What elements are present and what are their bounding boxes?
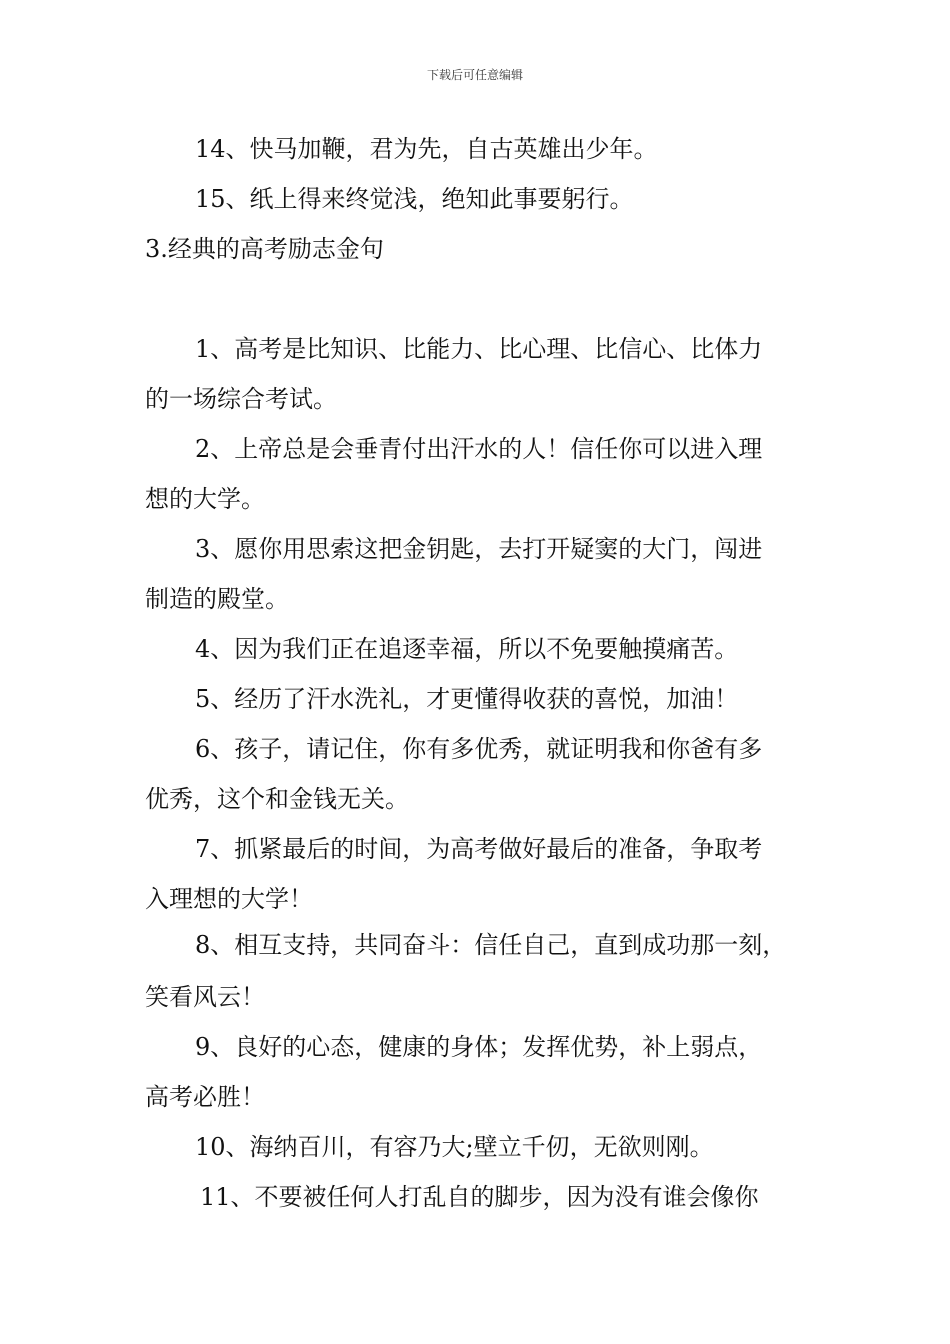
quote-line-6: 6、孩子，请记住，你有多优秀，就证明我和你爸有多 — [195, 735, 763, 763]
quote-line-14: 14、快马加鞭，君为先，自古英雄出少年。 — [195, 135, 658, 163]
quote-line-7: 7、抓紧最后的时间，为高考做好最后的准备，争取考 — [195, 835, 763, 863]
quote-line-1: 1、高考是比知识、比能力、比心理、比信心、比体力 — [195, 335, 763, 363]
quote-line-5: 5、经历了汗水洗礼，才更懂得收获的喜悦，加油！ — [195, 685, 739, 713]
quote-line-4: 4、因为我们正在追逐幸福，所以不免要触摸痛苦。 — [195, 635, 739, 663]
quote-line-15: 15、纸上得来终觉浅，绝知此事要躬行。 — [195, 185, 634, 213]
quote-line-8: 8、相互支持，共同奋斗：信任自己，直到成功那一刻， — [195, 931, 787, 959]
quote-line-10: 10、海纳百川，有容乃大;壁立千仞，无欲则刚。 — [195, 1133, 714, 1161]
quote-line-7-cont: 入理想的大学！ — [145, 885, 313, 913]
quote-line-2: 2、上帝总是会垂青付出汗水的人！信任你可以进入理 — [195, 435, 763, 463]
quote-line-6-cont: 优秀，这个和金钱无关。 — [145, 785, 409, 813]
quote-line-1-cont: 的一场综合考试。 — [145, 385, 337, 413]
quote-line-9-cont: 高考必胜！ — [145, 1083, 265, 1111]
quote-line-3: 3、愿你用思索这把金钥匙，去打开疑窦的大门，闯进 — [195, 535, 763, 563]
quote-line-8-cont: 笑看风云！ — [145, 983, 265, 1011]
quote-line-11: 11、不要被任何人打乱自的脚步，因为没有谁会像你 — [200, 1183, 759, 1211]
quote-line-3-cont: 制造的殿堂。 — [145, 585, 289, 613]
section-heading: 3.经典的高考励志金句 — [145, 235, 384, 263]
page-header: 下载后可任意编辑 — [426, 68, 523, 82]
quote-line-9: 9、良好的心态，健康的身体；发挥优势，补上弱点， — [195, 1033, 763, 1061]
quote-line-2-cont: 想的大学。 — [145, 485, 265, 513]
